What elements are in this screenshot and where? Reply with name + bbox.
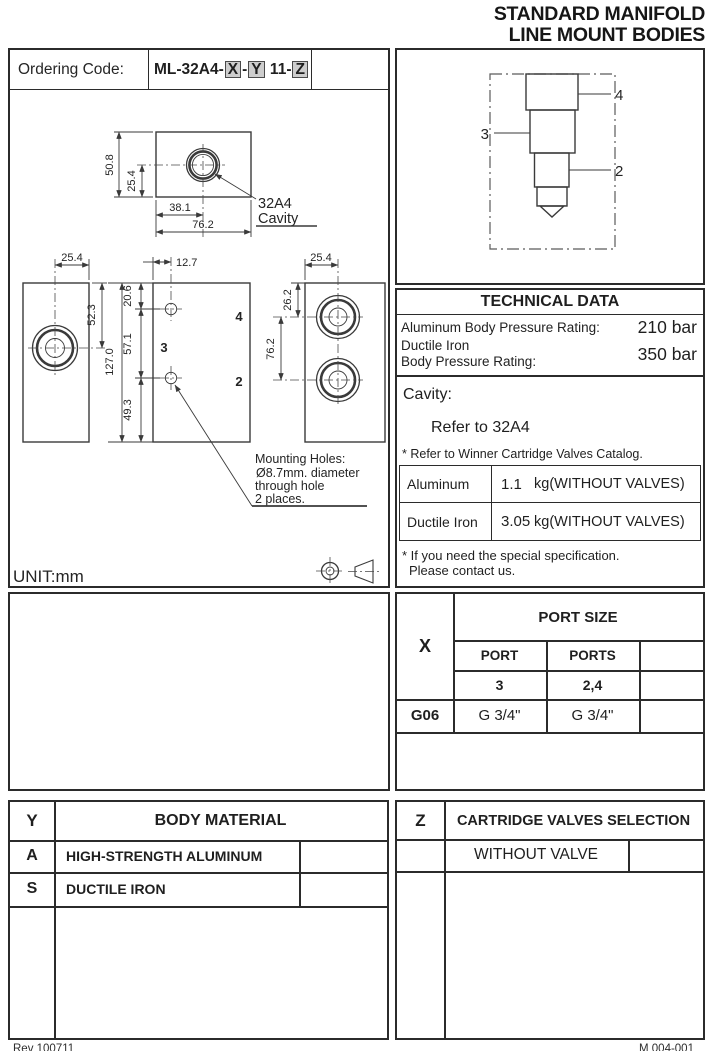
body-material-name-ductile: DUCTILE IRON xyxy=(66,881,166,897)
projection-symbol xyxy=(316,557,381,585)
ordering-code-value xyxy=(149,50,312,89)
page-title-line2: LINE MOUNT BODIES xyxy=(508,23,705,46)
valve-selection-title: CARTRIDGE VALVES SELECTION xyxy=(456,812,691,829)
code-x-box: X xyxy=(225,61,241,78)
port-label-3: 3 xyxy=(160,339,168,355)
dim-top-height: 50.8 xyxy=(104,153,116,176)
weight-table xyxy=(399,465,701,541)
valve-selection-key: Z xyxy=(415,810,426,830)
port-row-value-3: G 3/4" xyxy=(478,707,521,724)
dim-hole-top: 20.6 xyxy=(122,284,134,307)
section-label-3: 3 xyxy=(480,126,489,143)
port-row-value-24: G 3/4" xyxy=(571,707,614,724)
dim-hole-bottom: 49.3 xyxy=(122,398,134,421)
cavity-section-drawing xyxy=(397,50,703,283)
port-label-4: 4 xyxy=(235,308,243,324)
ductile-pressure-label-line1: Ductile Iron xyxy=(401,338,470,353)
weight-row-aluminum xyxy=(400,466,700,503)
mounting-note-line3: through hole xyxy=(255,478,325,493)
unit-label: UNIT:mm xyxy=(13,566,84,586)
dim-top-width: 76.2 xyxy=(192,218,214,231)
code-sep1: - xyxy=(242,60,248,78)
cavity-callout-line1: 32A4 xyxy=(258,195,292,212)
front-view xyxy=(104,257,250,442)
body-material-panel xyxy=(8,800,389,1040)
code-prefix: ML-32A4- xyxy=(154,60,224,78)
body-material-code-s: S xyxy=(26,880,38,897)
dim-side-port-offset: 25.4 xyxy=(61,251,83,264)
port-col-subheader: 3 xyxy=(495,676,504,693)
mounting-note-line2: Ø8.7mm. diameter xyxy=(256,465,360,480)
body-material-key: Y xyxy=(26,811,38,830)
dim-top-halfwidth: 38.1 xyxy=(169,201,191,214)
dim-body-height: 127.0 xyxy=(104,347,116,376)
cavity-value: Refer to 32A4 xyxy=(431,419,530,436)
ductile-pressure-label xyxy=(401,338,536,370)
footer-doc-number: M 004-001 xyxy=(639,1043,694,1051)
aluminum-pressure-label: Aluminum Body Pressure Rating: xyxy=(401,319,600,335)
body-material-name-aluminum: HIGH-STRENGTH ALUMINUM xyxy=(66,848,263,864)
side-view-right xyxy=(265,252,385,442)
special-spec-note-line1: * If you need the special specification. xyxy=(402,548,620,563)
technical-data-panel xyxy=(395,288,705,588)
aluminum-pressure-row xyxy=(401,317,699,338)
ordering-code-label: Ordering Code: xyxy=(10,50,149,89)
mounting-note-line1: Mounting Holes: xyxy=(255,451,346,466)
cavity-callout-line2: Cavity xyxy=(258,210,299,227)
top-view xyxy=(104,132,317,237)
weight-material: Ductile Iron xyxy=(400,503,492,540)
port-size-title: PORT SIZE xyxy=(538,608,618,626)
weight-unit: kg(WITHOUT VALVES) xyxy=(534,476,685,492)
special-spec-note xyxy=(402,548,703,578)
weight-value: 1.1 xyxy=(501,475,522,493)
dim-end-port-offset: 25.4 xyxy=(310,251,332,264)
pressure-ratings xyxy=(397,315,703,377)
special-spec-note-line2: Please contact us. xyxy=(409,563,516,578)
dim-side-port-depth: 52.3 xyxy=(86,303,98,326)
section-label-2: 2 xyxy=(615,163,624,180)
ductile-pressure-value: 350 bar xyxy=(637,343,697,364)
weight-material: Aluminum xyxy=(400,466,492,502)
page-title xyxy=(494,4,705,45)
port-size-x-key: X xyxy=(418,636,431,656)
code-z-box: Z xyxy=(292,61,307,78)
body-material-title: BODY MATERIAL xyxy=(154,812,287,829)
dim-hole-offset: 12.7 xyxy=(176,256,198,269)
cavity-steps xyxy=(526,74,578,217)
port-label-2: 2 xyxy=(235,373,243,389)
empty-panel xyxy=(8,592,390,791)
valve-selection-panel xyxy=(395,800,705,1040)
code-sep2: 11- xyxy=(265,60,292,78)
cavity-section-panel xyxy=(395,48,705,285)
ports-col-subheader: 2,4 xyxy=(582,676,603,693)
weight-value: 3.05 xyxy=(501,513,531,530)
section-label-4: 4 xyxy=(615,87,624,104)
dim-end-port-top: 26.2 xyxy=(282,288,294,311)
port-size-panel xyxy=(395,592,705,791)
port-row-code: G06 xyxy=(410,707,440,724)
ductile-pressure-row xyxy=(401,338,699,370)
cavity-label: Cavity: xyxy=(403,386,452,403)
page-title-line1: STANDARD MANIFOLD xyxy=(493,3,705,25)
body-material-code-a: A xyxy=(26,847,38,864)
weight-unit: kg(WITHOUT VALVES) xyxy=(534,513,685,530)
drawing-panel xyxy=(8,48,390,588)
weight-row-ductile xyxy=(400,503,700,540)
cavity-note: * Refer to Winner Cartridge Valves Catalog. xyxy=(402,447,643,461)
port-col-header: PORT xyxy=(480,647,519,663)
technical-data-title: TECHNICAL DATA xyxy=(397,290,703,315)
footer-revision: Rev 100711 xyxy=(13,1043,75,1051)
aluminum-pressure-value: 210 bar xyxy=(637,317,697,337)
dim-top-center: 25.4 xyxy=(126,169,138,192)
dim-hole-spacing: 57.1 xyxy=(122,332,134,355)
valve-option-without-valve: WITHOUT VALVE xyxy=(473,846,598,863)
code-y-box: Y xyxy=(248,61,264,78)
ordering-code-row xyxy=(10,50,388,90)
section-port-labels xyxy=(481,87,624,180)
manifold-dimension-drawing xyxy=(10,89,388,586)
dim-end-port-spacing: 76.2 xyxy=(265,337,277,360)
ports-col-header: PORTS xyxy=(569,647,616,663)
ductile-pressure-label-line2: Body Pressure Rating: xyxy=(401,354,537,369)
side-view-left xyxy=(23,252,107,442)
mounting-note-line4: 2 places. xyxy=(255,491,306,506)
